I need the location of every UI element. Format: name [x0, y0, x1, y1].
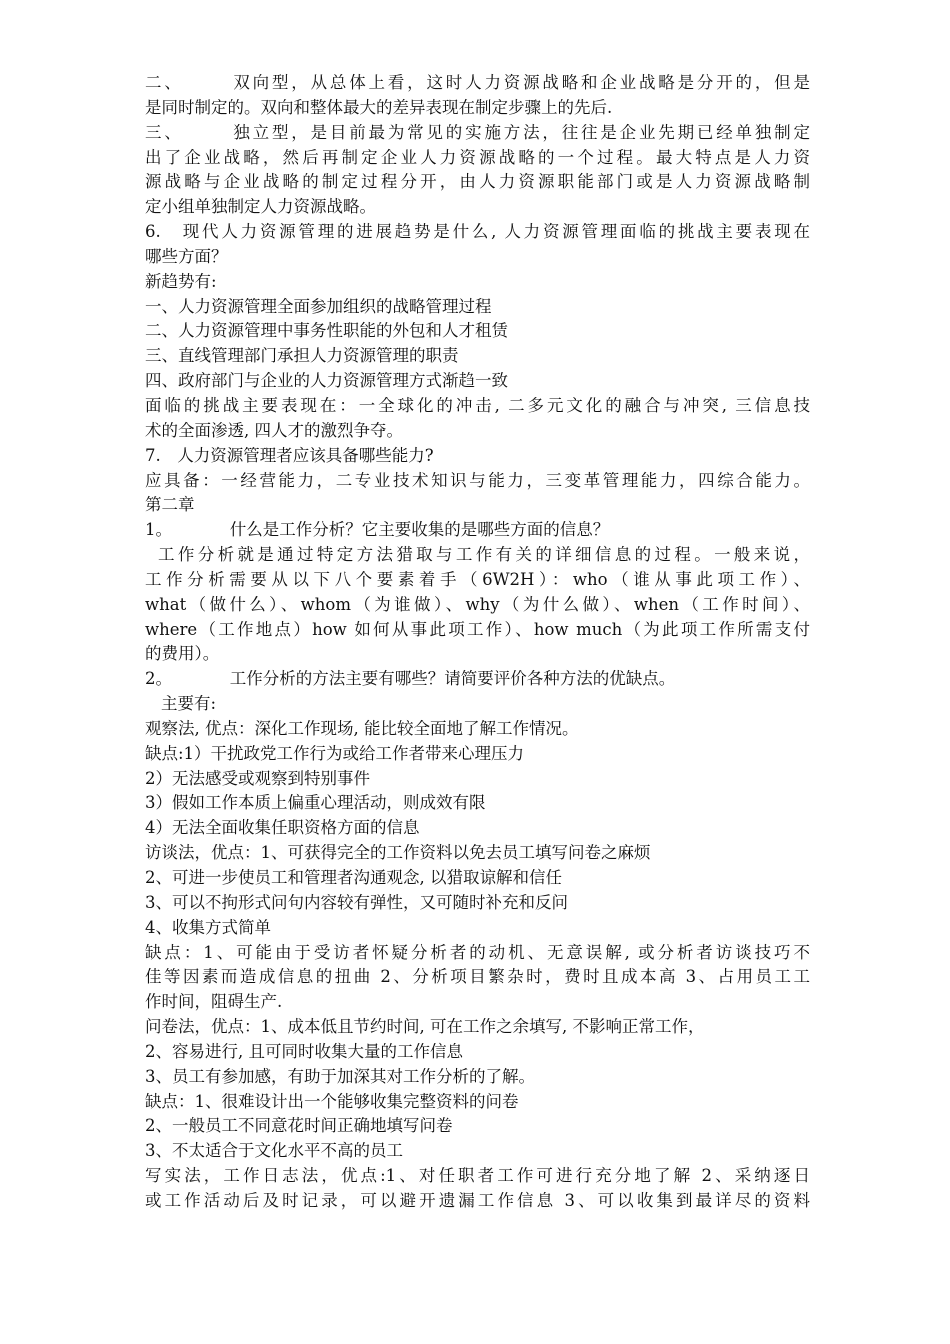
text-line: 问卷法，优点：1、成本低且节约时间, 可在工作之余填写, 不影响正常工作， — [145, 1017, 705, 1037]
text-line: 面临的挑战主要表现在：一全球化的冲击, 二多元文化的融合与冲突, 三信息技 — [145, 395, 810, 415]
text-line: 的费用）。 — [145, 644, 220, 664]
text-line: 或工作活动后及时记录，可以避开遗漏工作信息 3、可以收集到最详尽的资料 — [145, 1190, 810, 1210]
text-line: 写实法，工作日志法，优点:1、对任职者工作可进行充分地了解 2、采纳逐日 — [145, 1166, 810, 1186]
text-line: 术的全面渗透, 四人才的激烈争夺。 — [145, 420, 403, 440]
text-line: where（工作地点）how 如何从事此项工作）、how much（为此项工作所需支付 — [145, 619, 810, 639]
list-item: 4、收集方式简单 — [145, 917, 271, 937]
text-line: 作时间，阻碍生产. — [145, 992, 283, 1012]
list-item: 3、可以不拘形式问句内容较有弹性，又可随时补充和反问 — [145, 892, 568, 912]
text-line: 新趋势有: — [145, 271, 217, 291]
text-line: 二、 双向型，从总体上看，这时人力资源战略和企业战略是分开的，但是 — [145, 73, 810, 92]
list-item: 4）无法全面收集任职资格方面的信息 — [145, 818, 420, 838]
text-line: 出了企业战略，然后再制定企业人力资源战略的一个过程。最大特点是人力资 — [145, 147, 810, 167]
list-item: 一、人力资源管理全面参加组织的战略管理过程 — [145, 296, 492, 316]
list-item: 2、一般员工不同意花时间正确地填写问卷 — [145, 1116, 453, 1136]
text-line: 访谈法，优点：1、可获得完全的工作资料以免去员工填写问卷之麻烦 — [145, 843, 651, 863]
text-line: 定小组单独制定人力资源战略。 — [145, 197, 376, 217]
list-item: 2）无法感受或观察到特别事件 — [145, 768, 370, 788]
list-item: 2、容易进行, 且可同时收集大量的工作信息 — [145, 1041, 463, 1061]
text-line: 佳等因素而造成信息的扭曲 2、分析项目繁杂时，费时且成本高 3、占用员工工 — [145, 967, 810, 987]
text-line: 源战略与企业战略的制定过程分开，由人力资源职能部门或是人力资源战略制 — [145, 172, 810, 192]
question-heading: 6. 现代人力资源管理的进展趋势是什么, 人力资源管理面临的挑战主要表现在 — [145, 222, 810, 242]
text-line: 三、 独立型，是目前最为常见的实施方法，往往是企业先期已经单独制定 — [145, 122, 810, 142]
text-line: what（做什么）、whom（为谁做）、why（为什么做）、when（工作时间）、 — [145, 594, 810, 614]
list-item: 3）假如工作本质上偏重心理活动，则成效有限 — [145, 793, 486, 813]
text-line: 是同时制定的。双向和整体最大的差异表现在制定步骤上的先后. — [145, 97, 613, 117]
question-heading: 1。 什么是工作分析？它主要收集的是哪些方面的信息？ — [145, 520, 610, 540]
text-line: 缺点：1、很难设计出一个能够收集完整资料的问卷 — [145, 1091, 519, 1111]
list-item: 三、直线管理部门承担人力资源管理的职责 — [145, 346, 459, 366]
text-line: 缺点：1、可能由于受访者怀疑分析者的动机、无意误解, 或分析者访谈技巧不 — [145, 942, 810, 962]
text-line: 工作分析需要从以下八个要素着手（6W2H）：who（谁从事此项工作）、 — [145, 569, 810, 589]
text-line: 工作分析就是通过特定方法猎取与工作有关的详细信息的过程。一般来说， — [158, 545, 810, 565]
text-line: 观察法, 优点：深化工作现场, 能比较全面地了解工作情况。 — [145, 718, 579, 738]
text-line: 应具备：一经营能力，二专业技术知识与能力，三变革管理能力，四综合能力。 — [145, 470, 810, 490]
text-line: 主要有: — [161, 694, 217, 714]
list-item: 3、员工有参加感，有助于加深其对工作分析的了解。 — [145, 1066, 535, 1086]
question-heading: 2。 工作分析的方法主要有哪些？请简要评价各种方法的优缺点。 — [145, 669, 676, 689]
question-heading: 7. 人力资源管理者应该具备哪些能力? — [145, 445, 434, 465]
list-item: 四、政府部门与企业的人力资源管理方式渐趋一致 — [145, 371, 508, 391]
question-heading: 哪些方面？ — [145, 246, 228, 266]
document-body — [145, 71, 810, 1214]
list-item: 3、不太适合于文化水平不高的员工 — [145, 1141, 403, 1161]
list-item: 二、人力资源管理中事务性职能的外包和人才租赁 — [145, 321, 508, 341]
text-line: 缺点:1）干扰政党工作行为或给工作者带来心理压力 — [145, 743, 525, 763]
chapter-heading: 第二章 — [145, 495, 195, 515]
list-item: 2、可进一步使员工和管理者沟通观念, 以猎取谅解和信任 — [145, 868, 562, 887]
